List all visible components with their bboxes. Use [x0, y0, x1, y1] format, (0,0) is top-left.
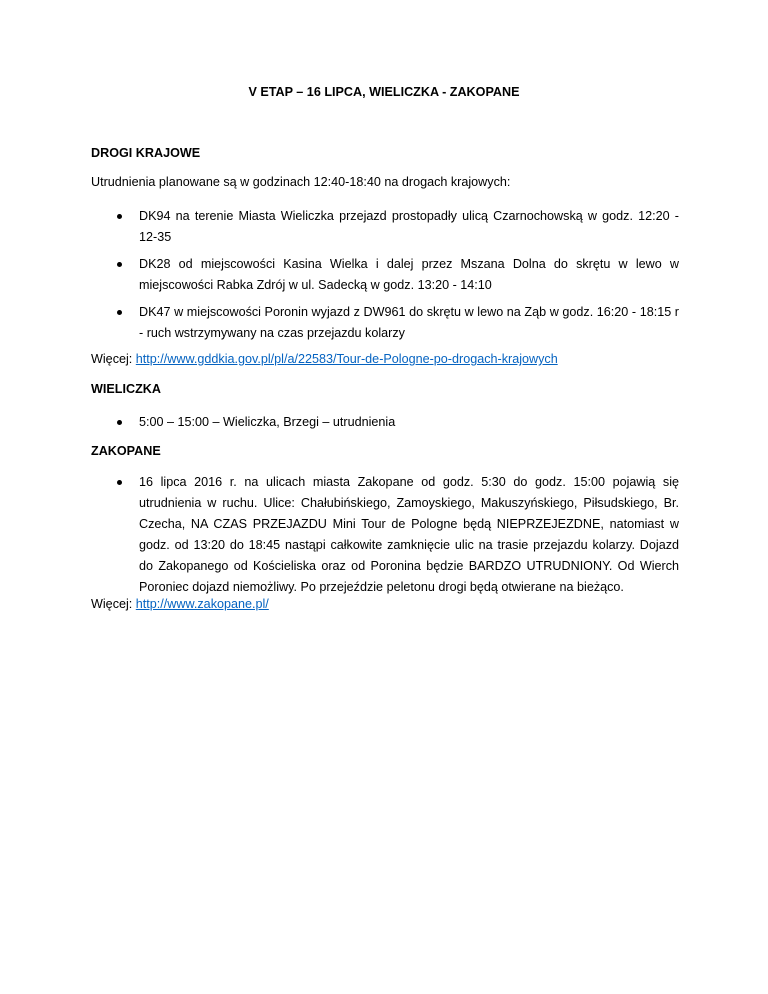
- list-item-text: DK47 w miejscowości Poronin wyjazd z DW961 do skrętu w lewo na Ząb w godz. 16:20 - 18:15 r - ruch wstrzymywany na czas przejazdu kolarzy: [139, 305, 679, 340]
- more-info-label: Więcej:: [91, 597, 136, 611]
- bullet-icon: [117, 310, 122, 315]
- bullet-icon: [117, 480, 122, 485]
- list-item-text: 5:00 – 15:00 – Wieliczka, Brzegi – utrudnienia: [139, 415, 396, 429]
- section-heading-zakopane: ZAKOPANE: [91, 444, 161, 458]
- more-info-label: Więcej:: [91, 352, 136, 366]
- list-item: [91, 412, 679, 433]
- list-item: [91, 254, 679, 296]
- list-item: [91, 302, 679, 344]
- document-title: V ETAP – 16 LIPCA, WIELICZKA - ZAKOPANE: [248, 85, 520, 99]
- bullet-icon: [117, 214, 122, 219]
- section-intro: Utrudnienia planowane są w godzinach 12:40-18:40 na drogach krajowych:: [91, 175, 511, 189]
- bullet-icon: [117, 420, 122, 425]
- list-item-text: 16 lipca 2016 r. na ulicach miasta Zakopane od godz. 5:30 do godz. 15:00 pojawią się utrudnienia w ruchu. Ulice: Chałubińskiego, Zamoyskiego, Makuszyńskiego, Piłsudskiego, Br. Czecha, NA CZAS PRZEJAZDU Mini Tour de Pologne będą NIEPRZEJEZDNE, natomiast w godz. od 13:20 do 18:45 nastąpi całkowite zamknięcie ulic na trasie przejazdu kolarzy. Dojazd do Zakopanego od Kościeliska oraz od Poronina będzie BARDZO UTRUDNIONY. Od Wierch Poroniec dojazd niemożliwy. Po przejeździe peletonu drogi będą otwierane na bieżąco.: [139, 475, 679, 594]
- list-item-text: DK94 na terenie Miasta Wieliczka przejazd prostopadły ulicą Czarnochowską w godz. 12:20 - 12-35: [139, 209, 679, 244]
- gddkia-link[interactable]: http://www.gddkia.gov.pl/pl/a/22583/Tour-de-Pologne-po-drogach-krajowych: [135, 352, 558, 366]
- section-heading-drogi-krajowe: DROGI KRAJOWE: [91, 146, 201, 160]
- list-item: [91, 472, 679, 598]
- section-heading-wieliczka: WIELICZKA: [91, 382, 161, 396]
- zakopane-link[interactable]: http://www.zakopane.pl/: [135, 597, 269, 611]
- more-info-line: [91, 594, 679, 615]
- list-item-text: DK28 od miejscowości Kasina Wielka i dalej przez Mszana Dolna do skrętu w lewo w miejscowości Rabka Zdrój w ul. Sadecką w godz. 13:20 - 14:10: [139, 257, 679, 292]
- more-info-line: [91, 349, 679, 370]
- list-item: [91, 206, 679, 248]
- bullet-icon: [117, 262, 122, 267]
